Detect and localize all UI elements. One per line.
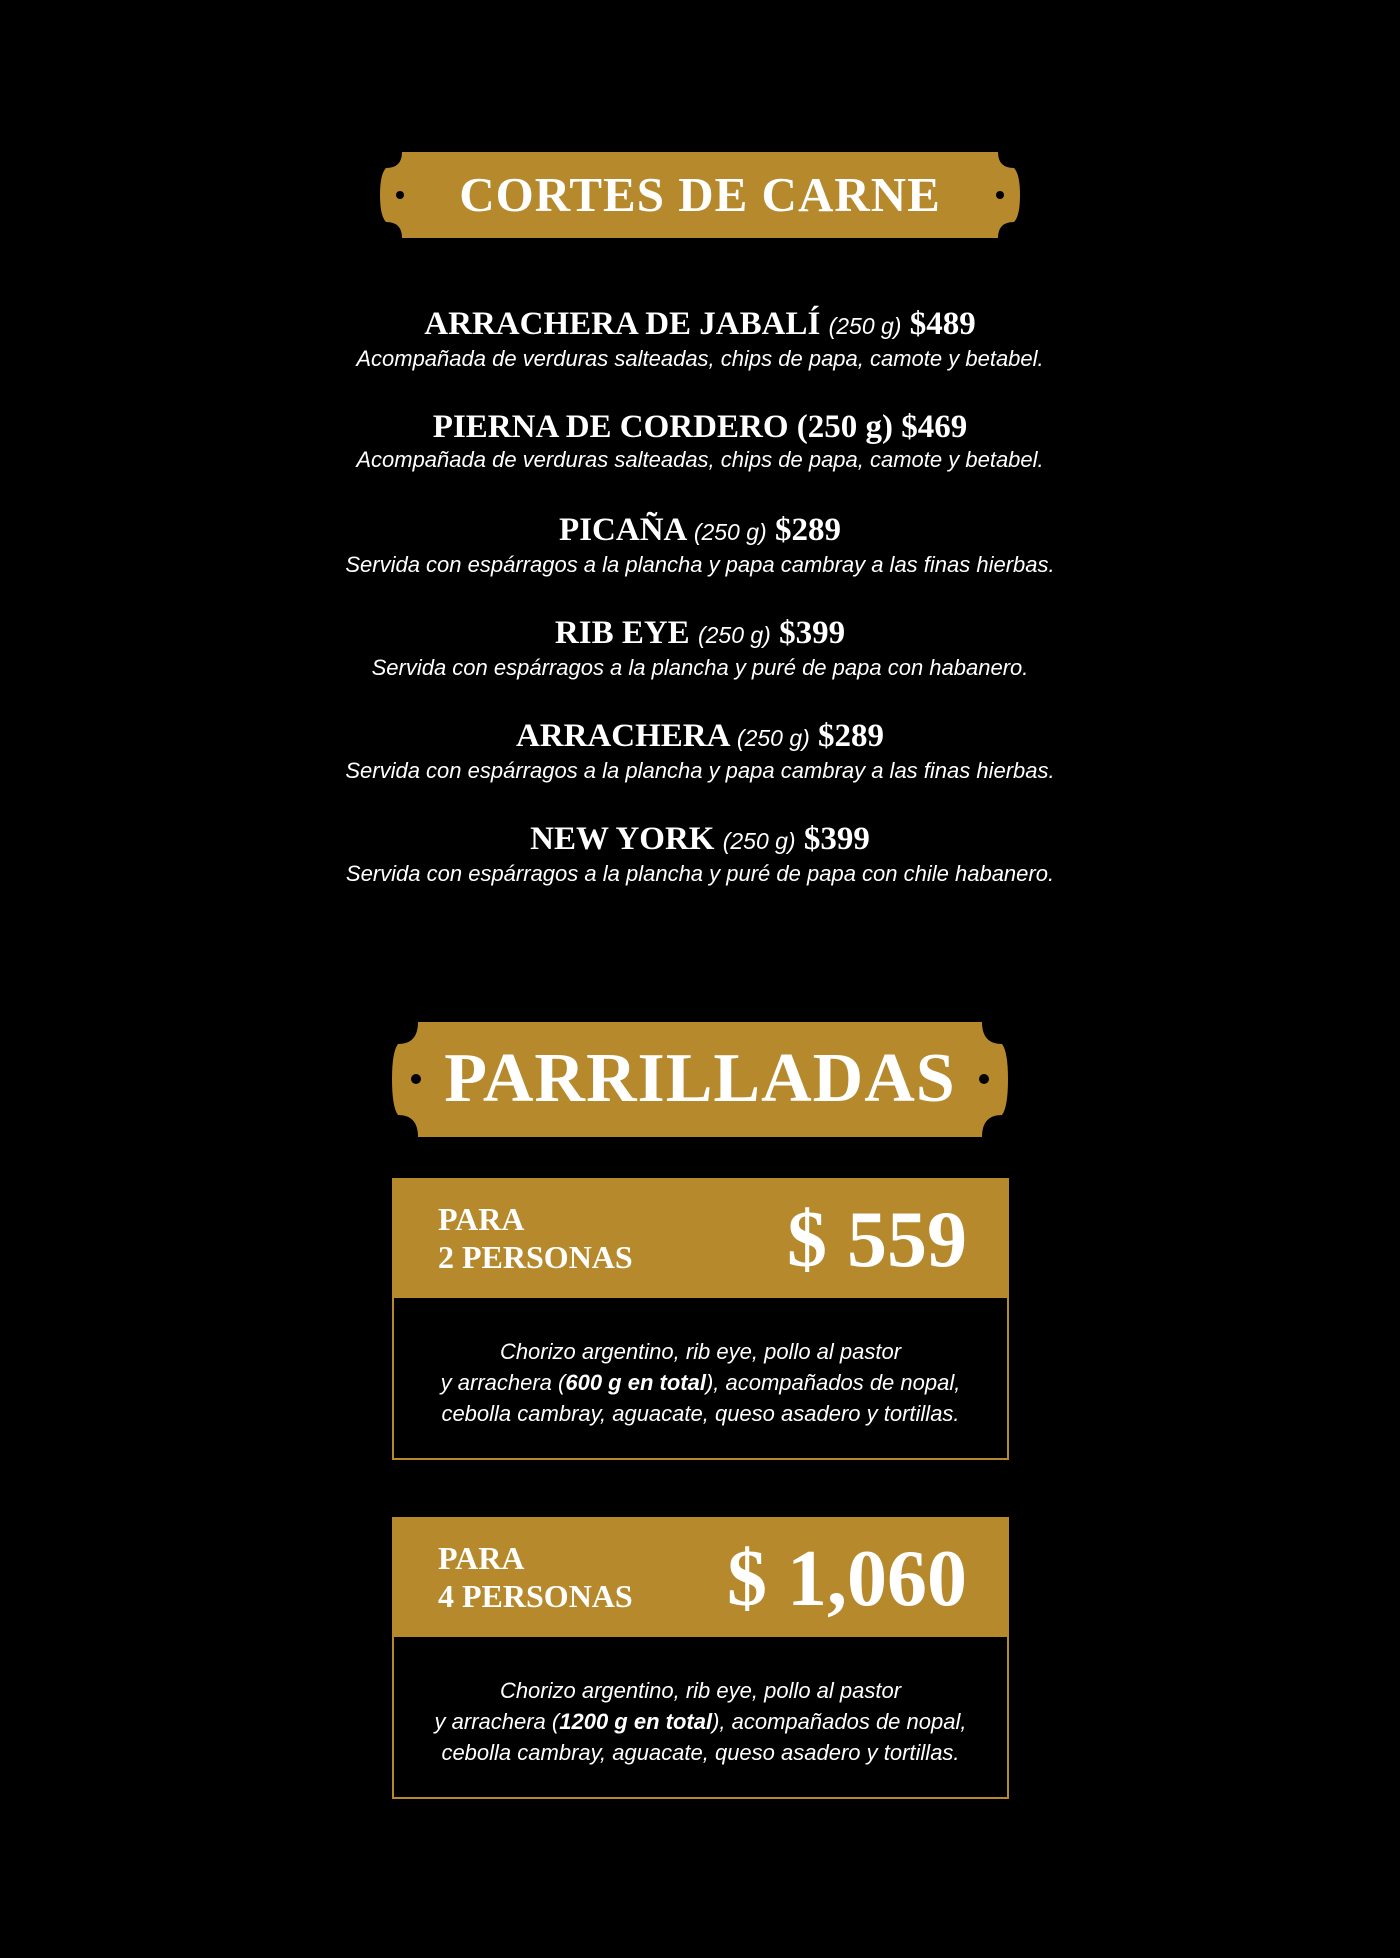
parrillada-header [394,1180,1007,1298]
item-title [0,510,1400,552]
item-price: $289 [774,512,841,548]
item-name: ARRACHERA DE JABALÍ [424,306,821,342]
description-text: ), acompañados de nopal, [705,1370,961,1395]
description-line: Chorizo argentino, rib eye, pollo al pastor [499,1678,902,1703]
item-title [0,407,1400,447]
item-description: Servida con espárragos a la plancha y puré de papa con habanero. [371,655,1029,680]
item-price: $469 [901,409,968,445]
item-weight: (250 g) [796,409,893,445]
menu-item [0,304,1400,407]
description-text: y arrachera ( [440,1370,566,1395]
item-name: PICAÑA [559,512,686,548]
item-price: $399 [803,821,870,857]
item-weight: (250 g) [693,519,767,545]
menu-item [0,407,1400,510]
item-price: $289 [818,718,885,754]
item-title [0,304,1400,346]
parrillada-card [392,1178,1009,1460]
parrillada-price: $ 559 [787,1196,967,1284]
item-weight: (250 g) [697,622,771,648]
item-name: ARRACHERA [515,718,729,754]
parrillada-description [394,1298,1007,1429]
cortes-banner [0,152,1400,238]
item-name: PIERNA DE CORDERO [432,409,789,445]
description-line: cebolla cambray, aguacate, queso asadero y tortillas. [441,1740,960,1765]
parrillada-price: $ 1,060 [727,1535,967,1623]
total-weight: 600 g en total [565,1370,706,1395]
item-description: Servida con espárragos a la plancha y papa cambray a las finas hierbas. [345,758,1055,783]
item-weight: (250 g) [828,313,902,339]
item-description: Servida con espárragos a la plancha y puré de papa con chile habanero. [345,861,1055,886]
item-price: $399 [779,615,846,651]
label-line: 2 PERSONAS [438,1239,633,1275]
parrillada-label [438,1200,633,1276]
label-line: 4 PERSONAS [438,1578,633,1614]
item-description: Servida con espárragos a la plancha y papa cambray a las finas hierbas. [345,552,1055,577]
item-description: Acompañada de verduras salteadas, chips de papa, camote y betabel. [356,447,1044,472]
item-title [0,716,1400,758]
total-weight: 1200 g en total [559,1709,713,1734]
label-line: PARA [438,1201,525,1237]
item-price: $489 [909,306,976,342]
item-weight: (250 g) [722,828,796,854]
item-title [0,613,1400,655]
parrilladas-banner [0,1022,1400,1137]
description-text: ), acompañados de nopal, [712,1709,967,1734]
label-line: PARA [438,1540,525,1576]
description-line: cebolla cambray, aguacate, queso asadero y tortillas. [441,1401,960,1426]
description-text: y arrachera ( [434,1709,560,1734]
item-description: Acompañada de verduras salteadas, chips de papa, camote y betabel. [356,346,1044,371]
menu-item [0,510,1400,613]
parrillada-card [392,1517,1009,1799]
menu-item [0,613,1400,716]
parrillada-header [394,1519,1007,1637]
item-name: NEW YORK [530,821,715,857]
description-line: Chorizo argentino, rib eye, pollo al pastor [499,1339,902,1364]
cortes-menu-list [0,304,1400,922]
section-title-cortes: CORTES DE CARNE [459,167,941,222]
parrillada-label [438,1539,633,1615]
section-title-parrilladas: PARRILLADAS [444,1040,956,1117]
item-weight: (250 g) [736,725,810,751]
item-title [0,819,1400,861]
item-name: RIB EYE [554,615,690,651]
menu-item [0,819,1400,922]
description-line [394,1367,1007,1398]
description-line [394,1706,1007,1737]
parrillada-description [394,1637,1007,1768]
menu-item [0,716,1400,819]
